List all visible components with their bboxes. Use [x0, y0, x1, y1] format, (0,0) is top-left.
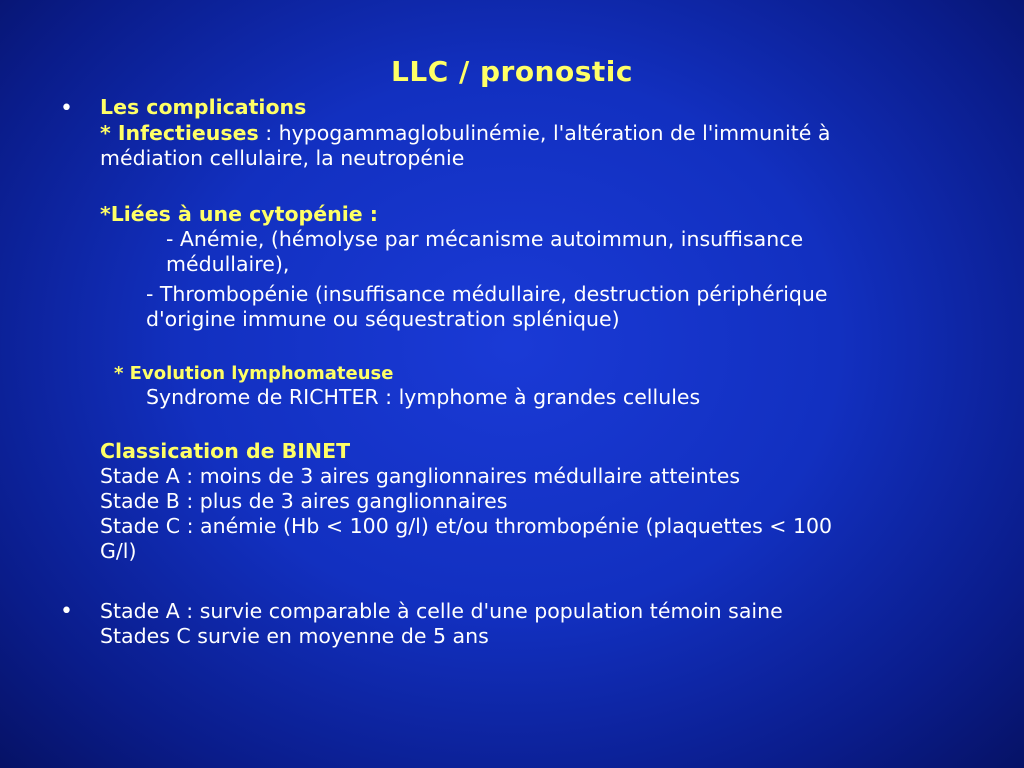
infectieuses-label: * Infectieuses: [100, 121, 259, 145]
survie-line-1: Stade A : survie comparable à celle d'une population témoin saine: [100, 599, 783, 623]
binet-stade-a: Stade A : moins de 3 aires ganglionnaires médullaire atteintes: [100, 464, 741, 488]
binet-stade-c: Stade C : anémie (Hb < 100 g/l) et/ou thrombopénie (plaquettes < 100: [100, 514, 833, 538]
richter-line: Syndrome de RICHTER : lymphome à grandes cellules: [146, 385, 701, 409]
survie-line-2: Stades C survie en moyenne de 5 ans: [100, 624, 489, 648]
cytopenie-label: *Liées à une cytopénie :: [100, 202, 378, 226]
infectieuses-text: : hypogammaglobulinémie, l'altération de l'immunité à: [258, 121, 831, 145]
infectieuses-line: [100, 121, 830, 146]
anemie-line: - Anémie, (hémolyse par mécanisme autoimmun, insuffisance: [166, 227, 804, 251]
evolution-label: * Evolution lymphomateuse: [114, 363, 394, 384]
anemie-line-cont: médullaire),: [166, 252, 290, 276]
slide-title: LLC / pronostic: [391, 55, 633, 88]
thrombopenie-line-cont: d'origine immune ou séquestration splénique): [146, 307, 620, 331]
binet-stade-c-cont: G/l): [100, 539, 137, 563]
infectieuses-text-cont: médiation cellulaire, la neutropénie: [100, 146, 465, 170]
bullet-2-marker: •: [60, 599, 73, 624]
thrombopenie-line: - Thrombopénie (insuffisance médullaire, destruction périphérique: [146, 282, 828, 306]
bullet-1-marker: •: [60, 96, 73, 121]
binet-heading: Classication de BINET: [100, 439, 351, 463]
binet-stade-b: Stade B : plus de 3 aires ganglionnaires: [100, 489, 508, 513]
complications-heading: Les complications: [100, 95, 307, 119]
